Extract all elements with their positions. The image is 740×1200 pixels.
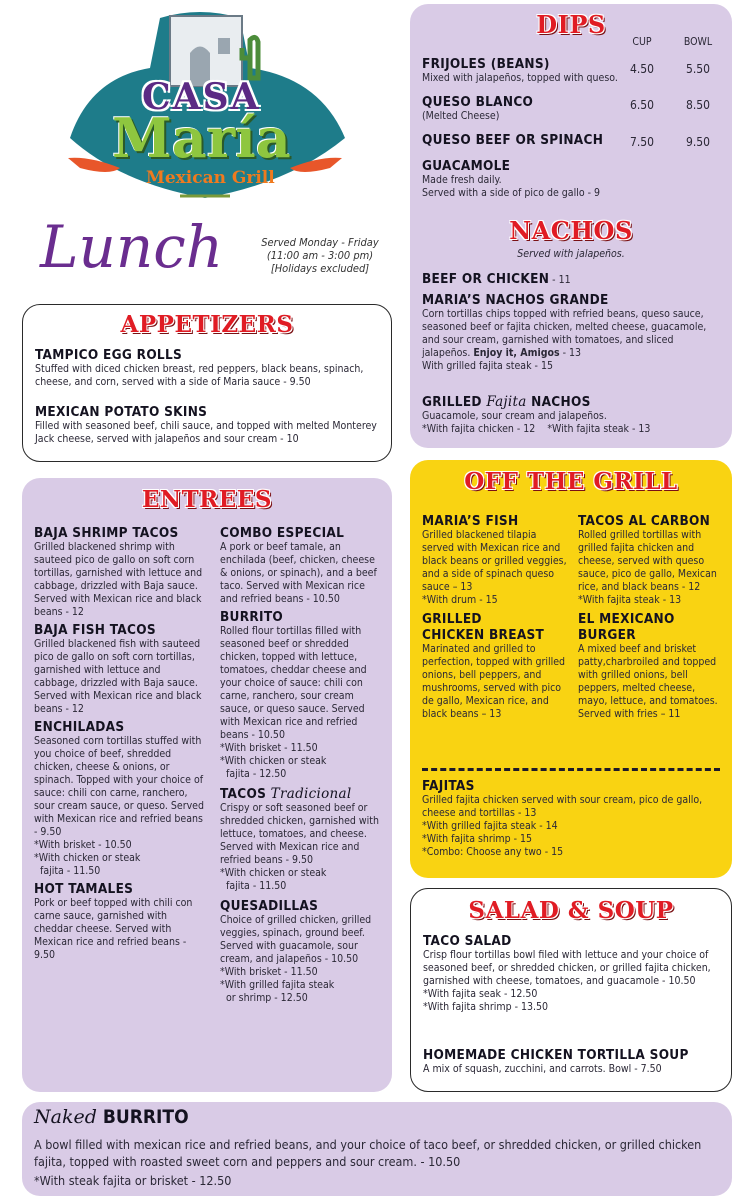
dips-bowl-header: BOWL: [683, 36, 713, 48]
entree-item: [220, 525, 382, 606]
entree-name: TACOS Tradicional: [220, 786, 352, 802]
appetizers-title: APPETIZERS: [120, 311, 294, 338]
entree-item: [34, 622, 206, 716]
appetizers-box: [22, 304, 392, 462]
entree-desc: Crispy or soft seasoned beef or shredded chicken, garnished with lettuce, tomatoes, and cheese. Served with Mexican rice and refried beans - 9.50: [220, 802, 379, 866]
nacho-name: GRILLED Fajita NACHOS: [422, 394, 591, 410]
served-hours: [245, 236, 395, 275]
dip-bowl-price: 5.50: [685, 62, 711, 76]
nacho-extra: With grilled fajita steak - 15: [422, 360, 553, 372]
appetizer-item: [35, 404, 381, 446]
dip-name: GUACAMOLE: [422, 158, 511, 174]
grill-desc: Rolled grilled tortillas with grilled fajita chicken and cheese, served with queso sauce, pico de gallo, Mexican rice, and black beans - 12: [578, 529, 717, 593]
grill-name: BURGER: [578, 627, 636, 643]
salad-soup-box: [410, 888, 732, 1092]
dashed-divider: [422, 768, 720, 771]
salad-desc: Crisp flour tortillas bowl filed with lettuce and your choice of seasoned beef, or shredded chicken, or grilled fajita chicken, garnished with cheese, tomatoes, and guacamole - 10.50: [423, 949, 711, 987]
nacho-item-fajita: [422, 394, 722, 436]
entree-item: [220, 609, 382, 781]
grill-item: [578, 611, 724, 721]
entree-item: [220, 786, 382, 893]
entree-item: [220, 898, 382, 1005]
dip-name: FRIJOLES (BEANS): [422, 56, 550, 72]
entree-desc: Seasoned corn tortillas stuffed with you choice of beef, shredded chicken, cheese & onions, or spinach. Topped with your choice of sauce: chili con carne, ranchero, sour cream sauce, or queso. Served with Mexican rice and refried beans - 9.50: [34, 735, 204, 838]
grill-name: EL MEXICANO: [578, 611, 675, 627]
soup-item: [423, 1047, 728, 1076]
dip-bowl-price: 9.50: [685, 135, 711, 149]
nachos-title: NACHOS: [509, 216, 633, 245]
nacho-price: - 11: [549, 274, 571, 286]
restaurant-logo: [50, 8, 360, 213]
off-the-grill-box: [410, 460, 732, 878]
entree-extra: fajita - 11.50: [226, 880, 287, 892]
logo-casa-text: CASA: [142, 76, 261, 118]
grill-name: MARIA’S FISH: [422, 513, 519, 529]
entree-name: HOT TAMALES: [34, 881, 134, 897]
grill-right-column: [578, 510, 724, 721]
salad-extra: *With fajita shrimp - 13.50: [423, 1001, 549, 1013]
dip-cup-price: 4.50: [629, 62, 655, 76]
entree-item: [34, 525, 206, 619]
entree-desc: Grilled blackened fish with sauteed pico de gallo on soft corn tortillas, garnished with lettuce and cabbage, drizzled with Baja sauce. Served with Mexican rice and black beans - 12: [34, 638, 202, 715]
entree-item: [34, 719, 206, 878]
naked-burrito-desc: A bowl filled with mexican rice and refried beans, and your choice of taco beef, or shredded chicken, or grilled chicken fajita, topped with roasted sweet corn and peppers and sour cream. - 10.50: [34, 1137, 702, 1169]
dips-nachos-box: [410, 4, 732, 448]
dip-item-frijoles: [422, 56, 722, 85]
naked-word: Naked: [34, 1106, 97, 1128]
appetizer-desc: Filled with seasoned beef, chili sauce, and topped with melted Monterey Jack cheese, served with jalapeños and sour cream - 10: [35, 420, 377, 445]
entree-desc: Rolled flour tortillas filled with seasoned beef or shredded chicken, topped with lettuce, tomatoes, cheddar cheese and your choice of sauce: chili con carne, ranchero, sour cream sauce, or queso sauce. Served with Mexican rice and refried beans - 10.50: [220, 625, 367, 741]
entree-extra: or shrimp - 12.50: [226, 992, 308, 1004]
entree-extra: *With chicken or steak: [34, 852, 141, 864]
entree-desc: Grilled blackened shrimp with sauteed pico de gallo on soft corn tortillas, garnished with lettuce and cabbage, drizzled with Baja sauce. Served with Mexican rice and black beans - 12: [34, 541, 203, 618]
salad-item: [423, 933, 723, 1014]
entree-name: BURRITO: [220, 609, 284, 625]
dip-cup-price: 6.50: [629, 98, 655, 112]
grill-extra: *With drum - 15: [422, 594, 498, 606]
entree-extra: fajita - 11.50: [40, 865, 101, 877]
logo-maria-text: María: [112, 106, 291, 170]
grill-name: TACOS AL CARBON: [578, 513, 711, 529]
nacho-extra: *With fajita chicken - 12 *With fajita steak - 13: [422, 423, 651, 435]
naked-burrito-extra: *With steak fajita or brisket - 12.50: [34, 1173, 232, 1188]
dip-desc: Served with a side of pico de gallo - 9: [422, 187, 601, 199]
dip-bowl-price: 8.50: [685, 98, 711, 112]
dip-desc: Mixed with jalapeños, topped with queso.: [422, 72, 618, 84]
grill-extra: *With grilled fajita steak - 14: [422, 820, 558, 832]
soup-name: HOMEMADE CHICKEN TORTILLA SOUP: [423, 1047, 689, 1063]
dip-name: QUESO BLANCO: [422, 94, 534, 110]
dips-cup-header: CUP: [632, 36, 652, 48]
salad-title: SALAD & SOUP: [468, 897, 674, 924]
entrees-right-column: [220, 522, 382, 1005]
grill-name: GRILLED: [422, 611, 482, 627]
entree-extra: *With chicken or steak: [220, 867, 327, 879]
entree-extra: *With brisket - 11.50: [220, 742, 318, 754]
naked-burrito-box: [22, 1102, 732, 1196]
entree-extra: *With brisket - 10.50: [34, 839, 132, 851]
grill-item: [578, 513, 724, 607]
dip-desc: Made fresh daily.: [422, 174, 502, 186]
appetizer-item: [35, 347, 381, 389]
dip-name: QUESO BEEF OR SPINACH: [422, 132, 604, 148]
appetizer-name: MEXICAN POTATO SKINS: [35, 404, 208, 420]
nacho-name: BEEF OR CHICKEN: [422, 271, 550, 287]
served-days: Served Monday - Friday: [261, 236, 379, 249]
grill-name: FAJITAS: [422, 778, 475, 794]
entree-name: ENCHILADAS: [34, 719, 125, 735]
dip-item-queso-beef: [422, 132, 622, 148]
entree-name: BAJA FISH TACOS: [34, 622, 156, 638]
entree-desc: A pork or beef tamale, an enchilada (beef, chicken, cheese & onions, or spinach), and a beef taco. Served with Mexican rice and refried beans - 10.50: [220, 541, 377, 605]
nacho-desc: Corn tortillas chips topped with refried beans, queso sauce, seasoned beef or fajita chicken, melted cheese, guacamole, and sour cream, garnished with tomatoes, and sliced jalapeños. Enjoy it, Amigos - 13: [422, 308, 707, 359]
logo-subtitle-text: Mexican Grill: [146, 168, 275, 188]
entree-name: COMBO ESPECIAL: [220, 525, 345, 541]
grill-item: [422, 513, 568, 607]
grill-name: CHICKEN BREAST: [422, 627, 545, 643]
dip-item-queso-blanco: [422, 94, 622, 123]
soup-desc: A mix of squash, zucchini, and carrots. Bowl - 7.50: [423, 1063, 662, 1075]
dip-cup-price: 7.50: [629, 135, 655, 149]
nacho-item-grande: [422, 292, 722, 373]
grill-item: [422, 611, 568, 721]
salad-extra: *With fajita seak - 12.50: [423, 988, 538, 1000]
entree-extra: *With chicken or steak: [220, 755, 327, 767]
grill-left-column: [422, 510, 568, 721]
dips-title: DIPS: [536, 10, 606, 39]
entrees-box: [22, 478, 392, 1092]
salad-name: TACO SALAD: [423, 933, 512, 949]
entree-desc: Pork or beef topped with chili con carne sauce, garnished with cheddar cheese. Served with Mexican rice and refried beans - 9.50: [34, 897, 193, 961]
nacho-item-beef-chicken: [422, 268, 722, 287]
entrees-left-column: [34, 522, 206, 962]
grill-title: OFF THE GRILL: [464, 468, 678, 495]
grill-desc: Grilled fajita chicken served with sour cream, pico de gallo, cheese and tortillas - 13: [422, 794, 703, 819]
entree-extra: *With brisket - 11.50: [220, 966, 318, 978]
entree-extra: *With grilled fajita steak: [220, 979, 335, 991]
grill-desc: Marinated and grilled to perfection, topped with grilled onions, bell peppers, and mushrooms, served with pico de gallo, Mexican rice, and black beans – 13: [422, 643, 566, 720]
grill-extra: *Combo: Choose any two - 15: [422, 846, 564, 858]
grill-desc: Grilled blackened tilapia served with Mexican rice and black beans or grilled veggies, and a side of spinach queso sauce – 13: [422, 529, 567, 593]
appetizer-name: TAMPICO EGG ROLLS: [35, 347, 183, 363]
served-time: (11:00 am - 3:00 pm): [266, 249, 374, 262]
burrito-word: BURRITO: [96, 1106, 189, 1128]
grill-extra: *With fajita shrimp - 15: [422, 833, 533, 845]
naked-burrito-title: [34, 1106, 189, 1128]
lunch-title: Lunch: [40, 213, 224, 281]
entrees-title: ENTREES: [142, 486, 272, 513]
entree-name: QUESADILLAS: [220, 898, 319, 914]
served-holidays: [Holidays excluded]: [270, 262, 370, 275]
grill-item-fajitas: [422, 778, 722, 859]
entree-desc: Choice of grilled chicken, grilled veggies, spinach, ground beef. Served with guacamole, sour cream, and jalapeños - 10.50: [220, 914, 372, 965]
grill-desc: A mixed beef and brisket patty,charbroiled and topped with grilled onions, bell peppers, melted cheese, mayo, lettuce, and tomatoes. Served with fries – 11: [578, 643, 718, 720]
grill-extra: *With fajita steak - 13: [578, 594, 682, 606]
nachos-subtitle: Served with jalapeños.: [517, 248, 625, 260]
nacho-name: MARIA’S NACHOS GRANDE: [422, 292, 609, 308]
appetizer-desc: Stuffed with diced chicken breast, red peppers, black beans, spinach, cheese, and corn, served with a side of Maria sauce - 9.50: [35, 363, 364, 388]
dip-desc: (Melted Cheese): [422, 110, 500, 122]
entree-name: BAJA SHRIMP TACOS: [34, 525, 179, 541]
nacho-desc: Guacamole, sour cream and jalapeños.: [422, 410, 607, 422]
entree-item: [34, 881, 206, 962]
entree-extra: fajita - 12.50: [226, 768, 287, 780]
dip-item-guacamole: [422, 158, 722, 200]
